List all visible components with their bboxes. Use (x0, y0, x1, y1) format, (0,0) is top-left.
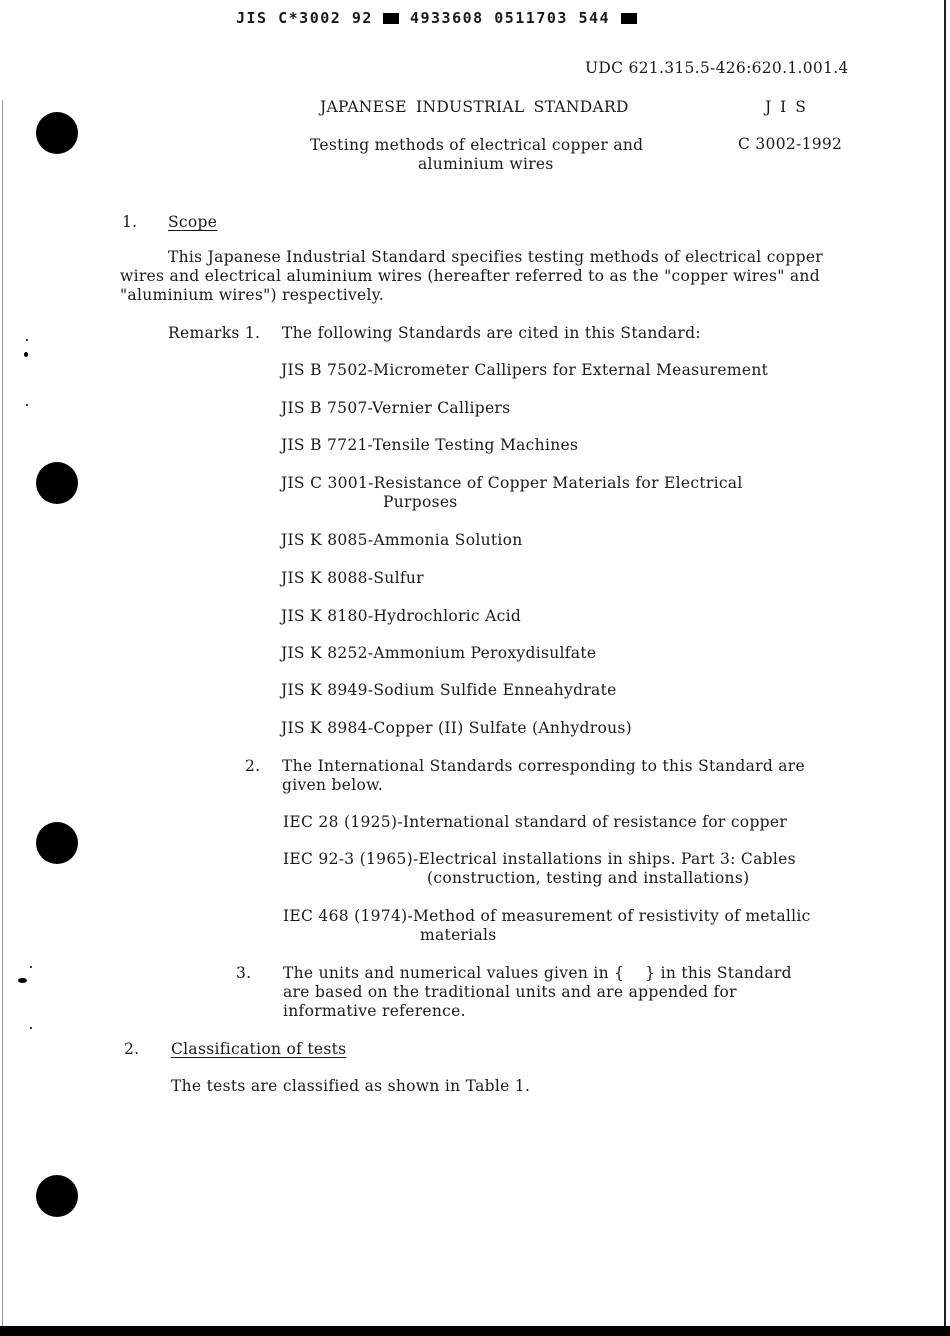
cited-standard-item: JIS B 7502-Micrometer Callipers for External Measurement (281, 361, 769, 379)
scan-speck (26, 404, 28, 406)
international-standard-item-continuation: materials (420, 926, 497, 944)
remark-3-line-3: informative reference. (283, 1002, 466, 1020)
cited-standard-item: JIS K 8949-Sodium Sulfide Enneahydrate (281, 681, 617, 699)
cited-standard-item: JIS K 8088-Sulfur (281, 569, 424, 587)
document-code-prefix: JIS C*3002 92 (236, 9, 373, 27)
remark-1-text: The following Standards are cited in this Standard: (282, 324, 701, 342)
punch-hole (36, 822, 78, 864)
udc-number: UDC 621.315.5-426:620.1.001.4 (585, 59, 849, 77)
remark-3-line-1: The units and numerical values given in { } in this Standard (283, 964, 792, 982)
punch-hole (36, 462, 78, 504)
punch-hole (36, 112, 78, 154)
document-code-middle: 4933608 0511703 544 (409, 9, 611, 27)
scan-speck (30, 1027, 32, 1029)
standard-heading: JAPANESE INDUSTRIAL STANDARD (320, 98, 629, 116)
cited-standard-item: JIS B 7507-Vernier Callipers (281, 399, 511, 417)
scan-left-edge (2, 100, 3, 1326)
document-title-line-1: Testing methods of electrical copper and (310, 136, 644, 154)
section-2-number: 2. (124, 1040, 140, 1058)
cited-standard-item-continuation: Purposes (383, 493, 458, 511)
scan-speck (18, 978, 27, 983)
international-standard-item-continuation: (construction, testing and installations) (427, 869, 750, 887)
scan-speck (30, 966, 32, 968)
section-1-heading: Scope (168, 213, 218, 231)
document-title-line-2: aluminium wires (418, 155, 554, 173)
scan-speck (24, 352, 28, 357)
scan-speck (26, 339, 28, 341)
scan-right-edge (944, 0, 946, 1336)
barcode-block (383, 13, 399, 24)
cited-standard-item: JIS B 7721-Tensile Testing Machines (281, 436, 579, 454)
cited-standard-item: JIS K 8984-Copper (II) Sulfate (Anhydrous) (281, 719, 632, 737)
remark-2-number: 2. (245, 757, 261, 775)
remarks-label: Remarks 1. (168, 324, 261, 342)
barcode-block (621, 13, 637, 24)
document-code-header (236, 9, 637, 27)
section-1-number: 1. (122, 213, 138, 231)
international-standard-item: IEC 28 (1925)-International standard of resistance for copper (283, 813, 788, 831)
section-2-body: The tests are classified as shown in Table 1. (171, 1077, 531, 1095)
international-standard-item: IEC 92-3 (1965)-Electrical installations in ships. Part 3: Cables (283, 850, 796, 868)
section-2-heading: Classification of tests (171, 1040, 347, 1058)
remark-2-line-2: given below. (282, 776, 384, 794)
international-standard-item: IEC 468 (1974)-Method of measurement of resistivity of metallic (283, 907, 811, 925)
jis-mark: J I S (765, 98, 808, 116)
remark-3-line-2: are based on the traditional units and are appended for (283, 983, 737, 1001)
standard-number: C 3002-1992 (738, 135, 843, 153)
cited-standard-item: JIS K 8252-Ammonium Peroxydisulfate (281, 644, 597, 662)
cited-standard-item: JIS K 8180-Hydrochloric Acid (281, 607, 522, 625)
cited-standard-item: JIS C 3001-Resistance of Copper Materials for Electrical (281, 474, 743, 492)
cited-standard-item: JIS K 8085-Ammonia Solution (281, 531, 523, 549)
remark-3-number: 3. (236, 964, 252, 982)
punch-hole (36, 1175, 78, 1217)
section-1-body: This Japanese Industrial Standard specifies testing methods of electrical copper wires and electrical aluminium wires (hereafter referred to as the "copper wires" and "aluminium wires") respectively. (120, 248, 824, 304)
scan-bottom-edge (0, 1326, 950, 1336)
remark-2-line-1: The International Standards corresponding to this Standard are (282, 757, 805, 775)
